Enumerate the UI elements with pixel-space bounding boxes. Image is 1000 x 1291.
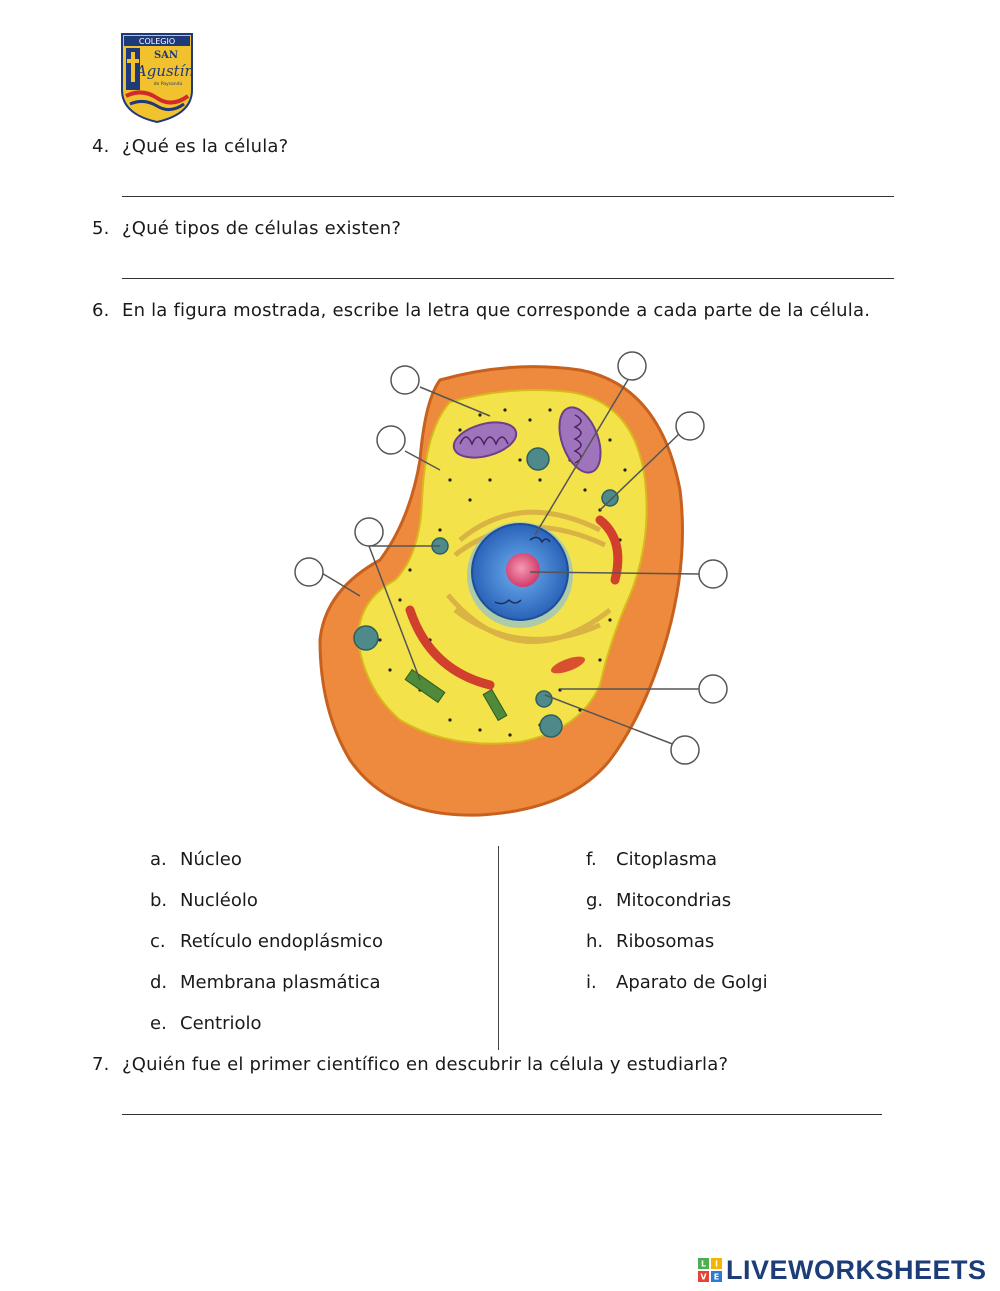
svg-text:I: I (715, 1259, 718, 1269)
logo-line1: SAN (153, 50, 179, 61)
question-7-answer-line[interactable] (122, 1114, 882, 1115)
option-g: g. Mitocondrias (586, 890, 732, 911)
option-d: d. Membrana plasmática (150, 972, 381, 993)
option-h: h. Ribosomas (586, 931, 715, 952)
nucleolus (506, 553, 540, 587)
logo-line2: Agustín (135, 62, 195, 80)
question-5-number: 5. (92, 218, 110, 239)
question-6-text: En la figura mostrada, escribe la letra que corresponde a cada parte de la célula. (122, 300, 871, 321)
question-5-answer-line[interactable] (122, 278, 894, 279)
liveworksheets-badge-icon (698, 1258, 722, 1282)
question-6-number: 6. (92, 300, 110, 321)
options-divider (498, 846, 499, 1050)
option-b: b. Nucléolo (150, 890, 258, 911)
option-f: f. Citoplasma (586, 849, 718, 870)
question-7-text: ¿Quién fue el primer científico en descubrir la célula y estudiarla? (122, 1054, 729, 1075)
option-i: i. Aparato de Golgi (586, 972, 768, 993)
question-4-answer-line[interactable] (122, 196, 894, 197)
logo-small-text: de Paysandú (153, 82, 183, 87)
liveworksheets-wordmark: LIVEWORKSHEETS (726, 1254, 987, 1285)
question-5-text: ¿Qué tipos de células existen? (122, 218, 402, 239)
svg-text:V: V (700, 1272, 707, 1282)
svg-text:E: E (713, 1272, 720, 1282)
question-7-number: 7. (92, 1054, 110, 1075)
school-crest-logo (118, 32, 196, 124)
option-a: a. Núcleo (150, 849, 242, 870)
question-4-number: 4. (92, 136, 110, 157)
liveworksheets-brand (698, 1252, 987, 1288)
option-e: e. Centriolo (150, 1013, 262, 1034)
logo-top-text: COLEGIO (138, 37, 176, 46)
option-c: c. Retículo endoplásmico (150, 931, 384, 952)
question-4-text: ¿Qué es la célula? (122, 136, 289, 157)
animal-cell-diagram (280, 340, 740, 840)
svg-text:L: L (700, 1259, 707, 1269)
